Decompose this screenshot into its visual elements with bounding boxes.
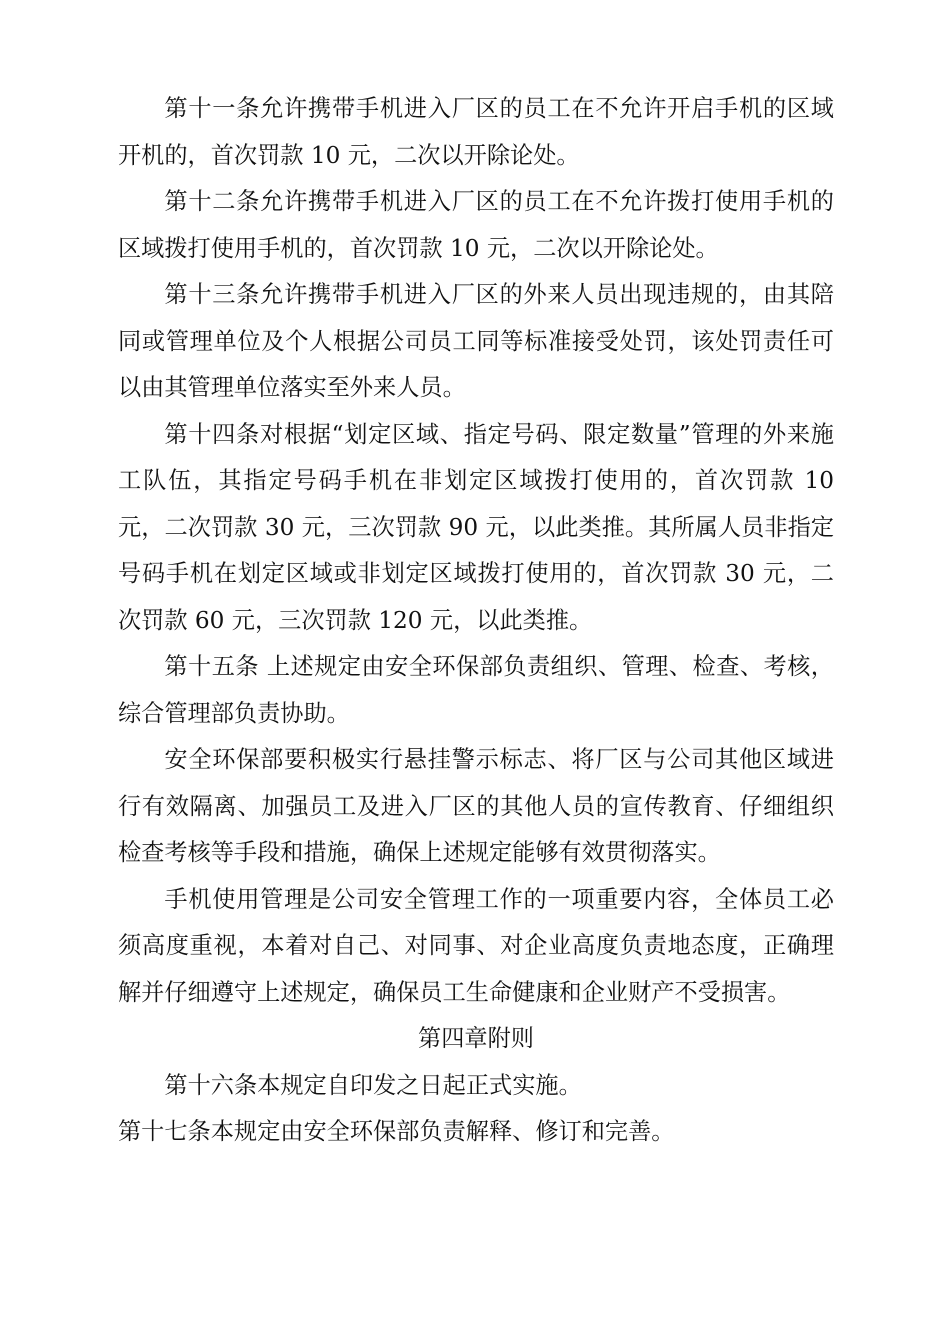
article-16-paragraph: 第十六条本规定自印发之日起正式实施。 (164, 1071, 582, 1099)
article-17-paragraph: 第十七条本规定由安全环保部负责解释、修订和完善。 (118, 1118, 675, 1145)
safety-department-paragraph: 安全环保部要积极实行悬挂警示标志、将厂区与公司其他区域进行有效隔离、加强员工及进入厂区的其他人员的宣传教育、仔细组织检查考核等手段和措施，确保上述规定能够有效贯彻落实。 (118, 746, 834, 866)
chapter-heading: 第四章附则 (418, 1025, 534, 1052)
article-12-paragraph: 第十二条允许携带手机进入厂区的员工在不允许拨打使用手机的区域拨打使用手机的，首次罚款 10 元，二次以开除论处。 (118, 188, 834, 262)
article-11-paragraph: 第十一条允许携带手机进入厂区的员工在不允许开启手机的区域开机的，首次罚款 10 元，二次以开除论处。 (118, 95, 834, 169)
document-body (118, 86, 834, 1156)
phone-management-paragraph: 手机使用管理是公司安全管理工作的一项重要内容，全体员工必须高度重视，本着对自己、对同事、对企业高度负责地态度，正确理解并仔细遵守上述规定，确保员工生命健康和企业财产不受损害。 (118, 885, 834, 1006)
article-14-paragraph: 第十四条对根据“划定区域、指定号码、限定数量”管理的外来施工队伍，其指定号码手机在非划定区域拨打使用的，首次罚款 10 元，二次罚款 30 元，三次罚款 90 元，以此类推。其所属人员非指定号码手机在划定区域或非划定区域拨打使用的，首次罚款 30 元，二次罚款 60 元，三次罚款 120 元，以此类推。 (118, 420, 834, 634)
article-13-paragraph: 第十三条允许携带手机进入厂区的外来人员出现违规的，由其陪同或管理单位及个人根据公司员工同等标准接受处罚，该处罚责任可以由其管理单位落实至外来人员。 (118, 281, 834, 401)
article-15-paragraph: 第十五条 上述规定由安全环保部负责组织、管理、检查、考核，综合管理部负责协助。 (118, 653, 834, 727)
